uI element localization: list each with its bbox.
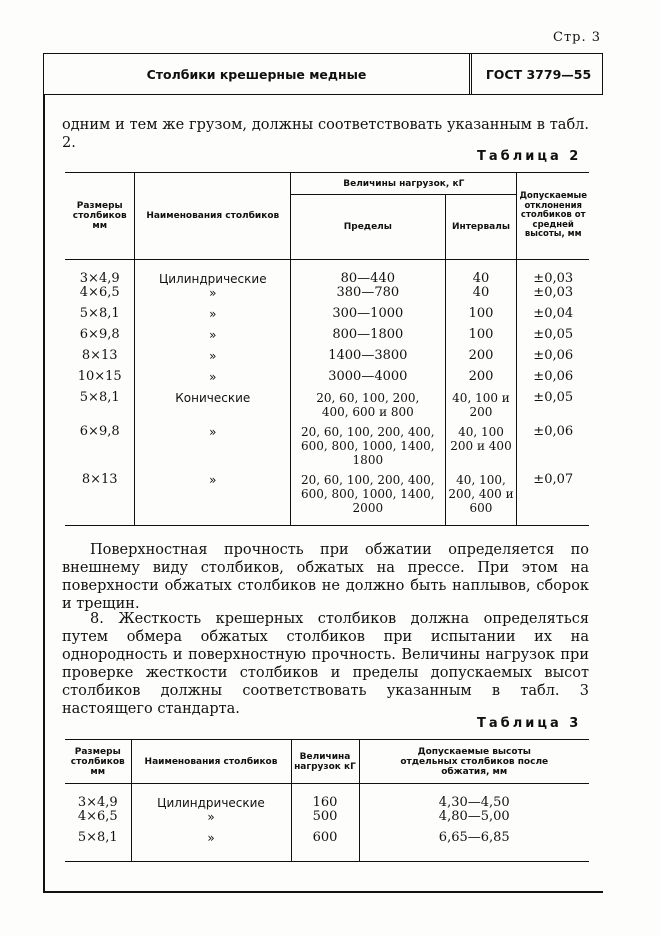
table-row [65,391,589,425]
document-title: Столбики крешерные медные [44,54,472,94]
t2-cell-deviation: ±0,07 [517,473,589,525]
t3-cell-size: 5×8,1 [65,831,131,861]
t2-cell-limits: 20, 60, 100, 200, 400, 600, 800, 1000, 1400, 1800 [291,425,445,473]
t3-cell-size: 3×4,9 [65,784,131,811]
t2-cell-size: 8×13 [65,349,135,370]
t2-header-size: Размеры столбиков мм [65,173,135,260]
table-row [65,286,589,307]
t2-cell-deviation: ±0,04 [517,307,589,328]
t2-cell-limits: 300—1000 [291,307,445,328]
table-row [65,425,589,473]
t2-cell-intervals: 100 [445,328,517,349]
t3-cell-heights: 6,65—6,85 [359,831,589,861]
t2-cell-size: 10×15 [65,370,135,391]
t3-cell-load: 160 [291,784,359,811]
t2-cell-name: Конические [135,391,291,425]
t2-cell-size: 5×8,1 [65,307,135,328]
table-row [65,473,589,525]
t2-cell-intervals: 200 [445,349,517,370]
t3-cell-name: Цилиндрические [131,784,291,811]
t2-cell-size: 6×9,8 [65,328,135,349]
t3-cell-heights: 4,80—5,00 [359,810,589,831]
t2-cell-intervals: 100 [445,307,517,328]
t2-cell-name: » [135,349,291,370]
t3-header-heights: Допускаемые высоты отдельных столбиков после обжатия, мм [359,740,589,784]
page-number: Стр. 3 [553,30,601,45]
t2-cell-limits: 380—780 [291,286,445,307]
t2-cell-deviation: ±0,03 [517,260,589,287]
t2-cell-intervals: 40, 100, 200, 400 и 600 [445,473,517,525]
table-row [65,328,589,349]
table-row [65,784,589,811]
t2-cell-intervals: 200 [445,370,517,391]
t3-cell-name: » [131,810,291,831]
t2-cell-deviation: ±0,03 [517,286,589,307]
paragraph-8: 8. Жесткость крешерных столбиков должна определяться путем обмера обжатых столбиков при испытании их на однородность и поверхностную прочность. Величины нагрузок при проверке жесткости столбиков и пределы допускаемых высот столбиков должны соответствовать указанным в табл. 3 настоящего стандарта. [62,611,589,717]
t2-cell-deviation: ±0,06 [517,349,589,370]
t2-cell-size: 3×4,9 [65,260,135,287]
t3-header-load: Величина нагрузок кГ [291,740,359,784]
table-row [65,370,589,391]
table-row [65,831,589,861]
t3-cell-name: » [131,831,291,861]
t2-cell-size: 5×8,1 [65,391,135,425]
t3-cell-size: 4×6,5 [65,810,131,831]
t2-cell-limits: 1400—3800 [291,349,445,370]
t2-header-limits: Пределы [291,195,445,260]
t2-header-intervals: Интервалы [445,195,517,260]
t2-cell-name: » [135,370,291,391]
t2-cell-name: Цилиндрические [135,260,291,287]
t2-cell-deviation: ±0,06 [517,425,589,473]
surface-strength-paragraph: Поверхностная прочность при обжатии определяется по внешнему виду столбиков, обжатых на прессе. При этом на поверхности обжатых столбиков не должно быть наплывов, сборок и трещин. [62,542,589,612]
t3-cell-load: 500 [291,810,359,831]
t2-cell-intervals: 40 [445,260,517,287]
t2-cell-deviation: ±0,06 [517,370,589,391]
t2-cell-limits: 800—1800 [291,328,445,349]
t2-header-loads: Величины нагрузок, кГ [291,173,517,195]
t2-cell-deviation: ±0,05 [517,328,589,349]
t3-cell-heights: 4,30—4,50 [359,784,589,811]
table-row [65,260,589,287]
t2-cell-limits: 80—440 [291,260,445,287]
t2-cell-name: » [135,307,291,328]
t2-cell-limits: 20, 60, 100, 200, 400, 600 и 800 [291,391,445,425]
t2-cell-intervals: 40, 100 200 и 400 [445,425,517,473]
t2-cell-deviation: ±0,05 [517,391,589,425]
t3-header-size: Размеры столбиков мм [65,740,131,784]
table2-caption: Таблица 2 [477,149,582,164]
t2-header-name: Наименования столбиков [135,173,291,260]
table2 [65,172,589,526]
t2-cell-name: » [135,328,291,349]
t2-cell-name: » [135,286,291,307]
t2-cell-limits: 20, 60, 100, 200, 400, 600, 800, 1000, 1400, 2000 [291,473,445,525]
t2-cell-limits: 3000—4000 [291,370,445,391]
t2-cell-intervals: 40, 100 и 200 [445,391,517,425]
table3 [65,739,589,862]
t3-header-name: Наименования столбиков [131,740,291,784]
intro-text: одним и тем же грузом, должны соответствовать указанным в табл. 2. [62,117,589,151]
table3-caption: Таблица 3 [477,716,582,731]
frame-left-line [43,95,45,892]
frame-bottom-line [43,891,603,893]
t2-cell-intervals: 40 [445,286,517,307]
table-row [65,349,589,370]
t2-header-deviation: Допускаемые отклонения столбиков от средней высоты, мм [517,173,589,260]
t2-cell-name: » [135,473,291,525]
table-row [65,810,589,831]
document-header [43,53,603,95]
t2-cell-name: » [135,425,291,473]
table-row [65,307,589,328]
standard-number: ГОСТ 3779—55 [485,66,592,82]
t2-cell-size: 6×9,8 [65,425,135,473]
t3-cell-load: 600 [291,831,359,861]
t2-cell-size: 8×13 [65,473,135,525]
t2-cell-size: 4×6,5 [65,286,135,307]
